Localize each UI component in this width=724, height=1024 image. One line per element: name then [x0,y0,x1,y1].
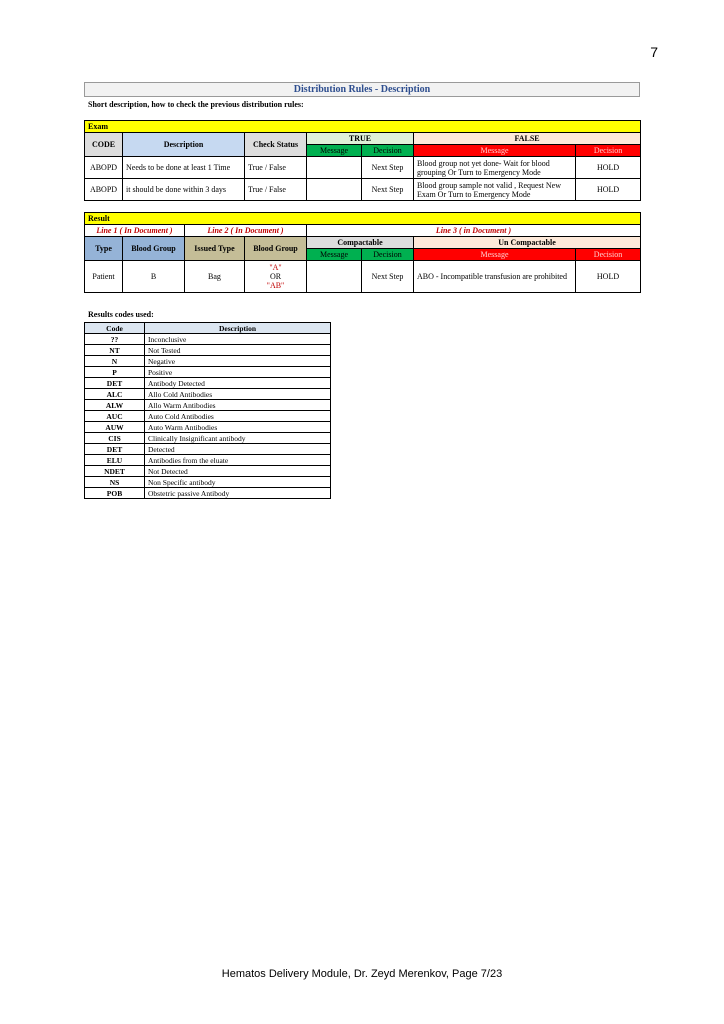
code-description-cell: Auto Warm Antibodies [145,422,331,433]
table-row [85,455,331,466]
results-codes-label: Results codes used: [88,310,154,319]
code-cell: POB [85,488,145,499]
result-row-uncomp-decision: HOLD [576,261,641,293]
exam-header-description: Description [123,133,245,157]
result-section-label: Result [85,213,641,225]
result-line2: Line 2 ( In Document ) [185,225,307,237]
exam-header-check-status: Check Status [245,133,307,157]
page-title: Distribution Rules - Description [84,82,640,97]
table-row [85,261,641,293]
exam-row-false-decision: HOLD [576,157,641,179]
result-line1: Line 1 ( In Document ) [85,225,185,237]
code-cell: P [85,367,145,378]
code-cell: NDET [85,466,145,477]
exam-section-label: Exam [85,121,641,133]
exam-table [84,120,641,201]
page-footer: Hematos Delivery Module, Dr. Zeyd Merenkov, Page 7/23 [221,968,503,980]
table-row [85,488,331,499]
code-description-cell: Negative [145,356,331,367]
result-header-issued-type: Issued Type [185,237,245,261]
page-subtitle: Short description, how to check the previous distribution rules: [88,100,304,109]
code-description-cell: Auto Cold Antibodies [145,411,331,422]
code-description-cell: Clinically Insignificant antibody [145,433,331,444]
page-number: 7 [650,44,658,60]
table-row [85,411,331,422]
codes-header-code: Code [85,323,145,334]
code-description-cell: Not Tested [145,345,331,356]
blood-group-or: OR [269,272,282,281]
code-description-cell: Allo Warm Antibodies [145,400,331,411]
code-description-cell: Non Specific antibody [145,477,331,488]
exam-row-check-status: True / False [245,157,307,179]
code-description-cell: Not Detected [145,466,331,477]
result-header-un-compactable: Un Compactable [414,237,641,249]
code-description-cell: Antibody Detected [145,378,331,389]
exam-header-true-message: Message [307,145,362,157]
code-description-cell: Antibodies from the eluate [145,455,331,466]
result-header-blood-group: Blood Group [123,237,185,261]
table-row [85,466,331,477]
code-cell: NS [85,477,145,488]
table-row [85,477,331,488]
exam-row-description: Needs to be done at least 1 Time [123,157,245,179]
exam-header-false-message: Message [414,145,576,157]
code-description-cell: Allo Cold Antibodies [145,389,331,400]
exam-header-true: TRUE [307,133,414,145]
exam-header-code: CODE [85,133,123,157]
exam-header-false-decision: Decision [576,145,641,157]
result-row-uncomp-message: ABO - Incompatible transfusion are prohibited [414,261,576,293]
result-header-type: Type [85,237,123,261]
result-row-comp-message [307,261,362,293]
code-description-cell: Obstetric passive Antibody [145,488,331,499]
exam-row-code: ABOPD [85,157,123,179]
exam-row-code: ABOPD [85,179,123,201]
exam-row-true-decision: Next Step [362,157,414,179]
code-description-cell: Positive [145,367,331,378]
exam-row-true-message [307,157,362,179]
exam-row-false-decision: HOLD [576,179,641,201]
exam-row-false-message: Blood group sample not valid , Request New Exam Or Turn to Emergency Mode [414,179,576,201]
code-cell: DET [85,444,145,455]
results-codes-table [84,322,331,499]
result-line3: Line 3 ( in Document ) [307,225,641,237]
code-cell: ALW [85,400,145,411]
code-cell: N [85,356,145,367]
table-row [85,157,641,179]
exam-row-true-message [307,179,362,201]
table-row [85,400,331,411]
result-header-comp-message: Message [307,249,362,261]
table-row [85,433,331,444]
result-row-blood-group: B [123,261,185,293]
exam-header-true-decision: Decision [362,145,414,157]
table-row [85,345,331,356]
exam-row-check-status: True / False [245,179,307,201]
code-cell: ?? [85,334,145,345]
result-row-issued-type: Bag [185,261,245,293]
table-row [85,356,331,367]
blood-group-ab: "AB" [266,281,285,290]
result-row-blood-group-2 [245,261,307,293]
exam-header-false: FALSE [414,133,641,145]
blood-group-a: "A" [269,263,282,272]
code-cell: DET [85,378,145,389]
code-description-cell: Inconclusive [145,334,331,345]
result-table [84,212,641,293]
table-row [85,179,641,201]
table-row [85,367,331,378]
table-row [85,378,331,389]
result-header-comp-decision: Decision [362,249,414,261]
result-row-comp-decision: Next Step [362,261,414,293]
code-cell: ELU [85,455,145,466]
code-cell: ALC [85,389,145,400]
result-header-uncomp-message: Message [414,249,576,261]
table-row [85,444,331,455]
code-cell: AUW [85,422,145,433]
code-description-cell: Detected [145,444,331,455]
exam-row-description: it should be done within 3 days [123,179,245,201]
result-header-compactable: Compactable [307,237,414,249]
result-header-blood-group-2: Blood Group [245,237,307,261]
exam-row-false-message: Blood group not yet done- Wait for blood grouping Or Turn to Emergency Mode [414,157,576,179]
code-cell: CIS [85,433,145,444]
result-row-type: Patient [85,261,123,293]
codes-header-description: Description [145,323,331,334]
table-row [85,389,331,400]
table-row [85,422,331,433]
table-row [85,334,331,345]
code-cell: NT [85,345,145,356]
result-header-uncomp-decision: Decision [576,249,641,261]
code-cell: AUC [85,411,145,422]
exam-row-true-decision: Next Step [362,179,414,201]
